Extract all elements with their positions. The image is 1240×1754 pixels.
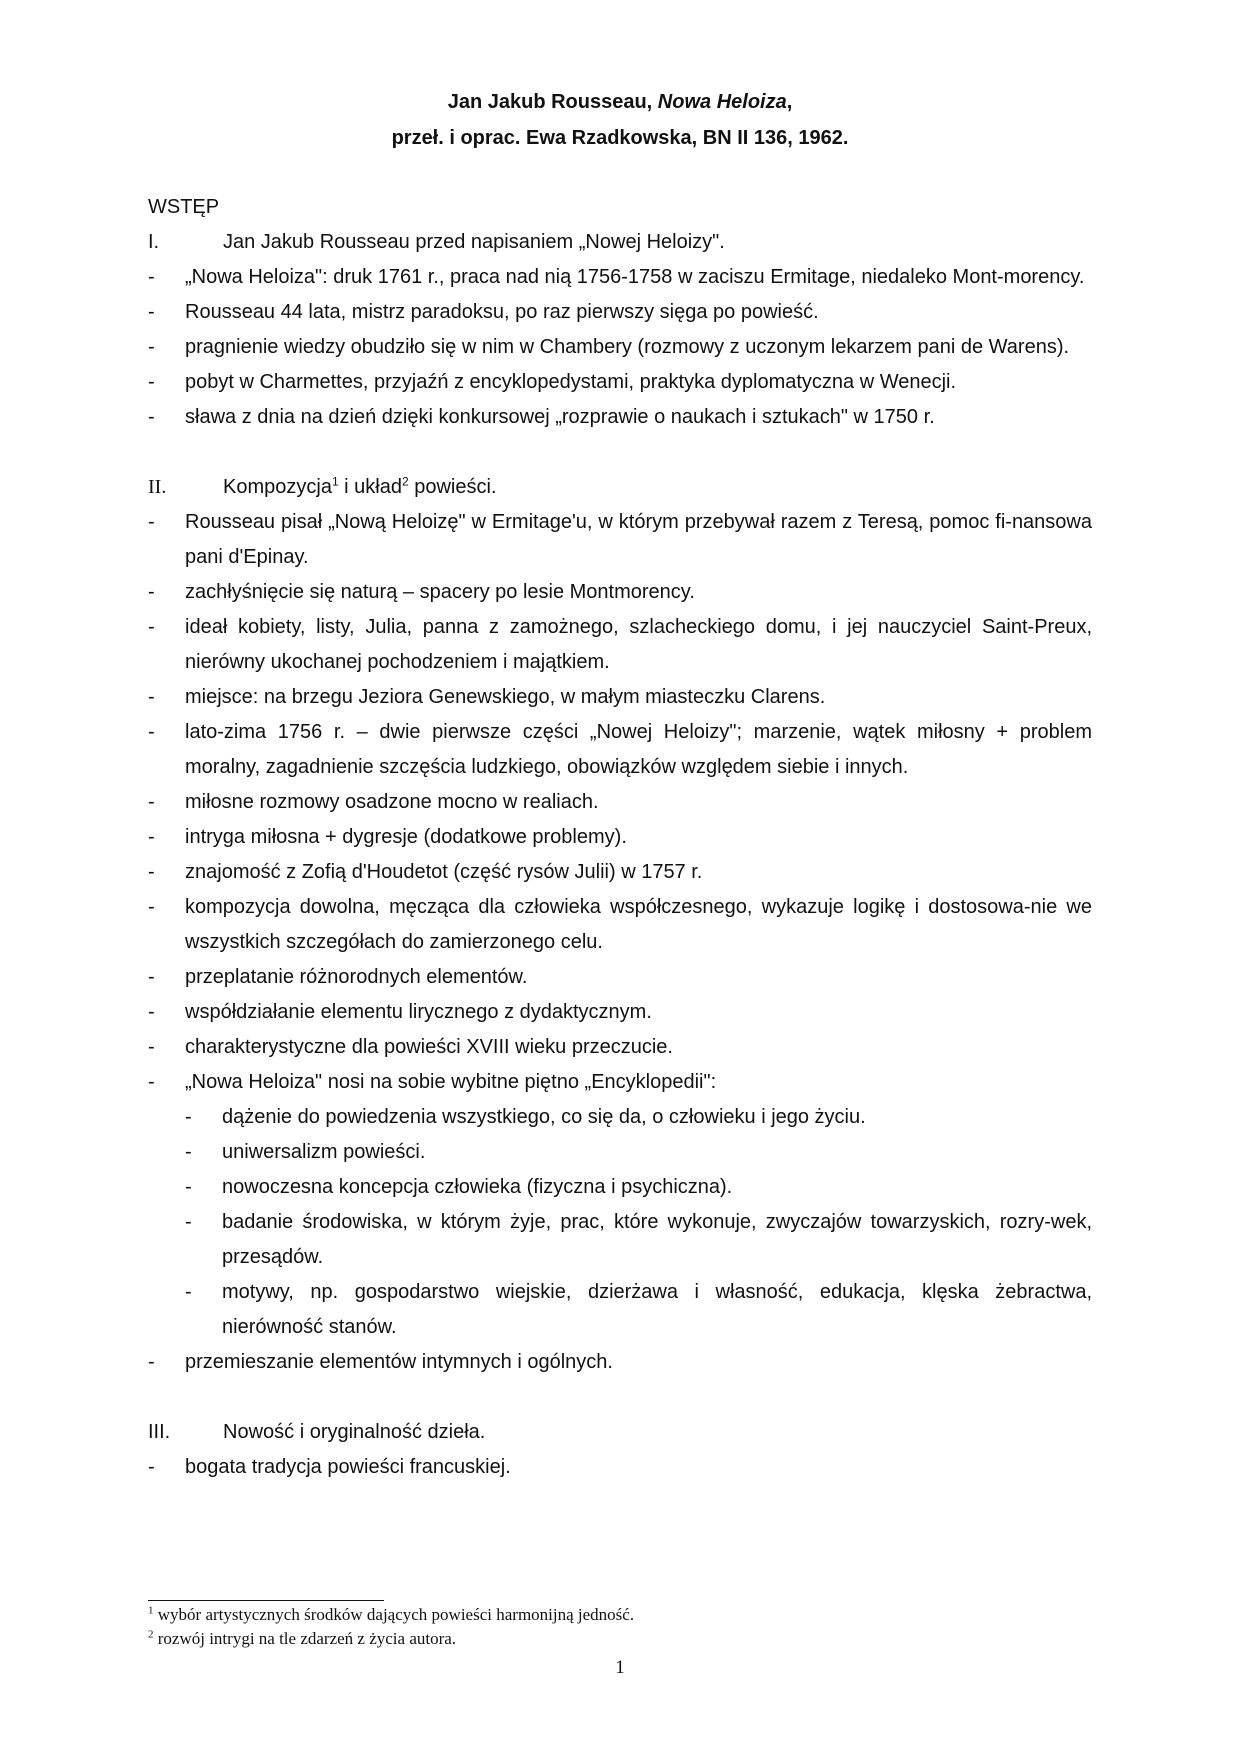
sub-list-item: - nowoczesna koncepcja człowieka (fizyczna i psychiczna).: [148, 1170, 1092, 1205]
spacer: [148, 1380, 1092, 1415]
footnotes: [148, 1603, 1092, 1651]
bullet-dash: -: [148, 791, 155, 813]
list-item: - ideał kobiety, listy, Julia, panna z zamożnego, szlacheckiego domu, i jej nauczyciel Saint-Preux, nierówny ukochanej pochodzeniem i majątkiem.: [148, 610, 1092, 680]
footnote: $^1$ wybór artystycznych środków dających powieści harmonijną jedność.: [148, 1604, 635, 1624]
bullet-dash: -: [148, 371, 155, 393]
sub-list-item: - badanie środowiska, w którym żyje, prac, które wykonuje, zwyczajów towarzyskich, rozry-wek, przesądów.: [148, 1205, 1092, 1275]
list-item: - pragnienie wiedzy obudziło się w nim w Chambery (rozmowy z uczonym lekarzem pani de Warens).: [148, 330, 1092, 365]
bullet-dash: -: [148, 721, 155, 743]
bullet-dash: -: [185, 1106, 192, 1128]
section-title: Nowość i oryginalność dzieła.: [223, 1421, 486, 1443]
document-title: [0, 84, 1240, 120]
bullet-dash: -: [148, 861, 155, 883]
list-item: - intryga miłosna + dygresje (dodatkowe problemy).: [148, 820, 1092, 855]
section-number: II.: [148, 476, 167, 498]
bullet-dash: -: [148, 826, 155, 848]
list-item: - Rousseau pisał „Nową Heloizę" w Ermitage'u, w którym przebywał razem z Teresą, pomoc fi-nansowa pani d'Epinay.: [148, 505, 1092, 575]
bullet-dash: -: [148, 616, 155, 638]
bullet-dash: -: [185, 1281, 192, 1303]
title-author: Jan Jakub Rousseau,: [447, 91, 658, 113]
list-item: - przemieszanie elementów intymnych i ogólnych.: [148, 1345, 1092, 1380]
list-item: - Rousseau 44 lata, mistrz paradoksu, po raz pierwszy sięga po powieść.: [148, 295, 1092, 330]
list-item: - charakterystyczne dla powieści XVIII wieku przeczucie.: [148, 1030, 1092, 1065]
list-item: - przeplatanie różnorodnych elementów.: [148, 960, 1092, 995]
list-item: - pobyt w Charmettes, przyjaźń z encyklopedystami, praktyka dyplomatyczna w Wenecji.: [148, 365, 1092, 400]
sub-list-item: - uniwersalizm powieści.: [148, 1135, 1092, 1170]
bullet-dash: -: [185, 1176, 192, 1198]
list-item: - miłosne rozmowy osadzone mocno w realiach.: [148, 785, 1092, 820]
bullet-dash: -: [185, 1141, 192, 1163]
section-number: III.: [148, 1421, 171, 1443]
list-item: - miejsce: na brzegu Jeziora Genewskiego, w małym miasteczku Clarens.: [148, 680, 1092, 715]
footnote-ref: 1: [331, 474, 339, 489]
list-item: - zachłyśnięcie się naturą – spacery po lesie Montmorency.: [148, 575, 1092, 610]
footnote-ref: 2: [402, 474, 409, 489]
list-item: - „Nowa Heloiza": druk 1761 r., praca nad nią 1756-1758 w zaciszu Ermitage, niedaleko Mont-morency.: [148, 260, 1092, 295]
section-heading-2: [148, 470, 1092, 505]
bullet-dash: -: [148, 581, 155, 603]
bullet-dash: -: [148, 266, 155, 288]
section-title: Jan Jakub Rousseau przed napisaniem „Nowej Heloizy".: [223, 231, 725, 253]
bullet-dash: -: [148, 336, 155, 358]
footnote-separator: [148, 1600, 384, 1601]
bullet-dash: -: [148, 406, 155, 428]
title-tail: ,: [786, 91, 793, 113]
list-item: - „Nowa Heloiza" nosi na sobie wybitne piętno „Encyklopedii":: [148, 1065, 1092, 1100]
section-heading-1: [148, 225, 1092, 260]
section-title: Kompozycja$^1$ i układ$^2$ powieści.: [223, 474, 497, 498]
bullet-dash: -: [148, 1456, 155, 1478]
bullet-dash: -: [148, 1001, 155, 1023]
section-heading-3: [148, 1415, 1092, 1450]
bullet-dash: -: [148, 1071, 155, 1093]
list-item: - współdziałanie elementu lirycznego z dydaktycznym.: [148, 995, 1092, 1030]
bullet-dash: -: [148, 301, 155, 323]
sub-list-item: - dążenie do powiedzenia wszystkiego, co się da, o człowieku i jego życiu.: [148, 1100, 1092, 1135]
bullet-dash: -: [148, 896, 155, 918]
list-item: - sława z dnia na dzień dzięki konkursowej „rozprawie o naukach i sztukach" w 1750 r.: [148, 400, 1092, 435]
sub-list-item: - motywy, np. gospodarstwo wiejskie, dzierżawa i własność, edukacja, klęska żebractwa, nierówność stanów.: [148, 1275, 1092, 1345]
bullet-dash: -: [148, 686, 155, 708]
footnote: $^2$ rozwój intrygi na tle zdarzeń z życia autora.: [148, 1628, 457, 1648]
bullet-dash: -: [148, 1036, 155, 1058]
bullet-dash: -: [148, 966, 155, 988]
page-number: 1: [615, 1657, 625, 1678]
list-item: - kompozycja dowolna, męcząca dla człowieka współczesnego, wykazuje logikę i dostosowa-nie we wszystkich szczegółach do zamierzonego celu.: [148, 890, 1092, 960]
section-number: I.: [148, 231, 160, 253]
bullet-dash: -: [148, 1351, 155, 1373]
list-item: - znajomość z Zofią d'Houdetot (część rysów Julii) w 1757 r.: [148, 855, 1092, 890]
document-body: [148, 190, 1092, 1485]
list-item: - bogata tradycja powieści francuskiej.: [148, 1450, 1092, 1485]
bullet-dash: -: [185, 1211, 192, 1233]
document-subtitle: przeł. i oprac. Ewa Rzadkowska, BN II 136, 1962.: [391, 127, 849, 149]
title-work: Nowa Heloiza: [657, 91, 787, 113]
list-item: - lato-zima 1756 r. – dwie pierwsze części „Nowej Heloizy"; marzenie, wątek miłosny + problem moralny, zagadnienie szczęścia ludzkiego, obowiązków względem siebie i innych.: [148, 715, 1092, 785]
bullet-dash: -: [148, 511, 155, 533]
spacer: [148, 435, 1092, 470]
intro-heading: WSTĘP: [148, 196, 220, 218]
